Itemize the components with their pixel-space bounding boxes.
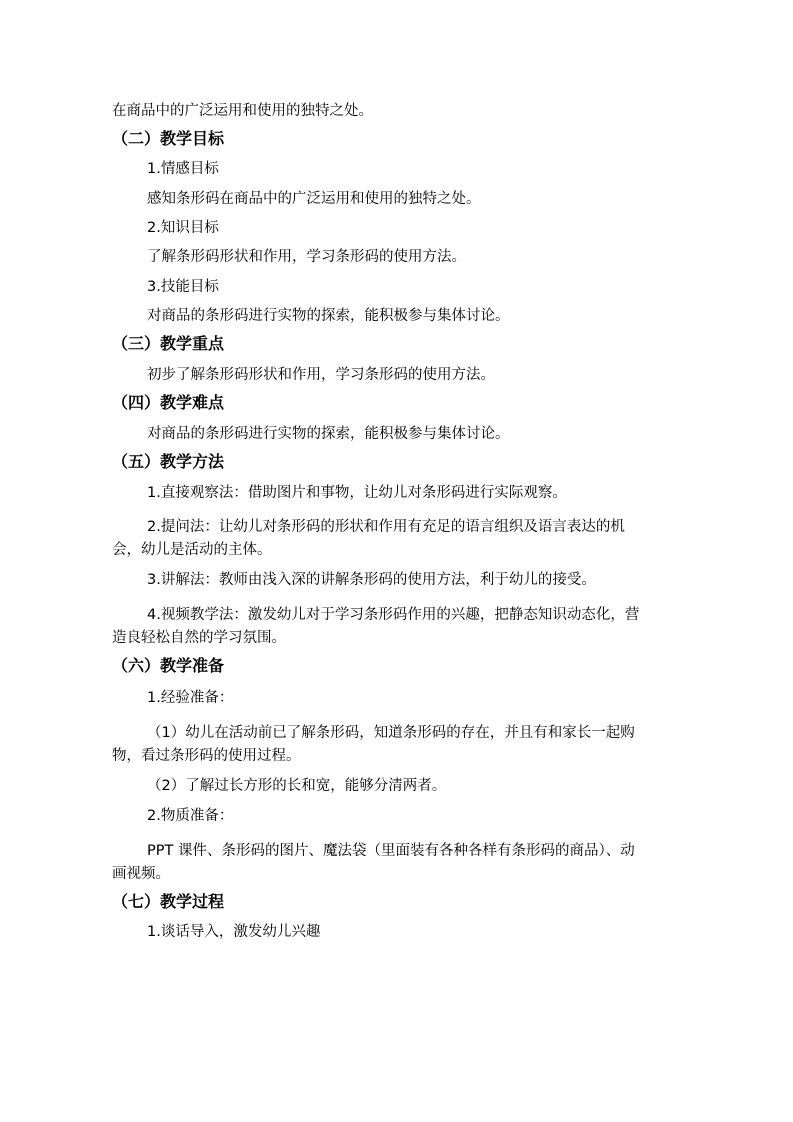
method-video-line2: 造良轻松自然的学习氛围。 — [112, 630, 286, 646]
prep-experience-2: （2）了解过长方形的长和宽，能够分清两者。 — [147, 778, 447, 794]
prep-material-line1: PPT 课件、条形码的图片、魔法袋（里面装有各种各样有条形码的商品）、动 — [147, 843, 635, 859]
goal-skill-title: 3.技能目标 — [147, 279, 219, 295]
section-heading-methods: （五）教学方法 — [112, 452, 225, 471]
process-step1: 1.谈话导入，激发幼儿兴趣 — [147, 924, 321, 940]
prep-experience-title: 1.经验准备： — [147, 690, 234, 706]
goal-emotion-text: 感知条形码在商品中的广泛运用和使用的独特之处。 — [147, 191, 481, 207]
goal-emotion-title: 1.情感目标 — [147, 161, 219, 177]
section-heading-difficulties: （四）教学难点 — [112, 393, 225, 412]
prep-material-title: 2.物质准备： — [147, 808, 234, 824]
section-heading-keypoints: （三）教学重点 — [112, 334, 225, 353]
method-questioning-line2: 会，幼儿是活动的主体。 — [112, 542, 272, 558]
section-heading-preparation: （六）教学准备 — [112, 656, 225, 675]
keypoints-text: 初步了解条形码形状和作用，学习条形码的使用方法。 — [147, 367, 495, 383]
prep-experience-1-line2: 物，看过条形码的使用过程。 — [112, 748, 301, 764]
goal-knowledge-title: 2.知识目标 — [147, 220, 219, 236]
method-explanation: 3.讲解法：教师由浅入深的讲解条形码的使用方法，利于幼儿的接受。 — [147, 572, 596, 588]
section-heading-goals: （二）教学目标 — [112, 129, 225, 148]
method-video-line1: 4.视频教学法：激发幼儿对于学习条形码作用的兴趣，把静态知识动态化，营 — [147, 607, 640, 623]
section-heading-process: （七）教学过程 — [112, 892, 225, 911]
goal-skill-text: 对商品的条形码进行实物的探索，能积极参与集体讨论。 — [147, 308, 510, 324]
goal-knowledge-text: 了解条形码形状和作用，学习条形码的使用方法。 — [147, 249, 466, 265]
method-questioning-line1: 2.提问法：让幼儿对条形码的形状和作用有充足的语言组织及语言表达的机 — [147, 519, 625, 535]
prep-experience-1-line1: （1）幼儿在活动前已了解条形码，知道条形码的存在，并且有和家长一起购 — [147, 725, 635, 741]
intro-tail-text: 在商品中的广泛运用和使用的独特之处。 — [112, 103, 373, 119]
prep-material-line2: 画视频。 — [112, 866, 170, 882]
method-observation: 1.直接观察法：借助图片和事物，让幼儿对条形码进行实际观察。 — [147, 485, 567, 501]
difficulties-text: 对商品的条形码进行实物的探索，能积极参与集体讨论。 — [147, 426, 510, 442]
